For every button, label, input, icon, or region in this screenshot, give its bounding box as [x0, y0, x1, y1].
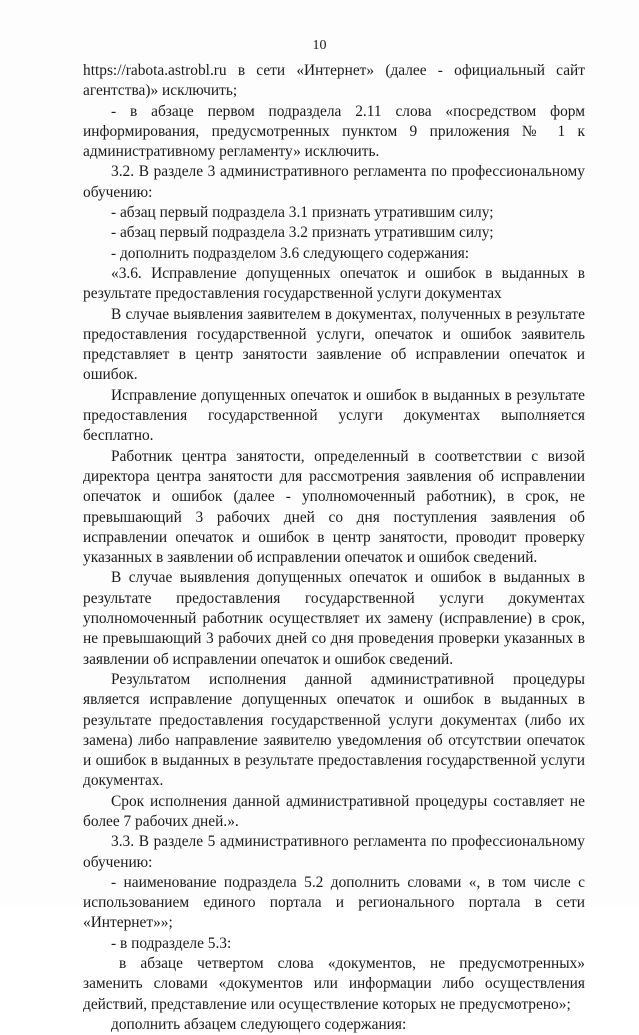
paragraph-add-subsection-3-6: - дополнить подразделом 3.6 следующего содержания: [111, 244, 470, 262]
document-body [83, 61, 585, 1035]
paragraph-subsection-3-6-title: «3.6. Исправление допущенных опечаток и ошибок в выданных в результате предоставления государственной услуги документах [83, 264, 585, 303]
paragraph-add-abzac: дополнить абзацем следующего содержания: [111, 1015, 407, 1033]
paragraph-website-exclusion: https://rabota.astrobl.ru в сети «Интернет» (далее - официальный сайт агентства)» исключить; [83, 62, 585, 100]
paragraph-subsection-3-1: - абзац первый подраздела 3.1 признать утратившим силу; [111, 204, 494, 222]
page-number: 10 [312, 38, 327, 53]
paragraph-subsection-5-2: - наименование подраздела 5.2 дополнить словами «, в том числе с использованием единого портала и регионального портала в сети «Интернет»»; [83, 873, 585, 932]
paragraph-authorized-worker: Работник центра занятости, определенный в соответствии с визой директора центра занятости для рассмотрения заявления об исправлении опечаток и ошибок (далее - уполномоченный работник), в срок, не превышающий 3 рабочих дней со дня поступления заявления об исправлении опечаток и ошибок в центр занятости, проводит проверку указанных в заявлении об исправлении опечаток и ошибок сведений. [83, 447, 585, 567]
paragraph-subsection-5-3: - в подразделе 5.3: [111, 934, 232, 952]
paragraph-procedure-result: Результатом исполнения данной административной процедуры является исправление допущенных опечаток и ошибок в выданных в результате предоставления государственной услуги документах (либо их замена) либо направление заявителю уведомления об отсутствии опечаток и ошибок в выданных в результате предоставления государственной услуги документах. [83, 670, 585, 790]
paragraph-item-3-2: 3.2. В разделе 3 административного регламента по профессиональному обучению: [83, 163, 585, 201]
paragraph-free-correction: Исправление допущенных опечаток и ошибок в выданных в результате предоставления государственной услуги документах выполняется бесплатно. [83, 386, 585, 445]
paragraph-procedure-term: Срок исполнения данной административной процедуры составляет не более 7 рабочих дней.». [83, 792, 585, 830]
paragraph-subsection-3-2: - абзац первый подраздела 3.2 признать утратившим силу; [111, 224, 494, 242]
paragraph-item-3-3: 3.3. В разделе 5 административного регламента по профессиональному обучению: [83, 833, 585, 871]
paragraph-subsection-2-11: - в абзаце первом подраздела 2.11 слова «посредством форм информирования, предусмотренных пунктом 9 приложения № 1 к административному регламенту» исключить. [83, 102, 585, 161]
paragraph-replacement: В случае выявления допущенных опечаток и ошибок в выданных в результате предоставления государственной услуги документах уполномоченный работник осуществляет их замену (исправление) в срок, не превышающий 3 рабочих дней со дня проведения проверки указанных в заявлении об исправлении опечаток и ошибок сведений. [83, 569, 585, 668]
paragraph-applicant-request: В случае выявления заявителем в документах, полученных в результате предоставления государственной услуги, опечаток и ошибок заявитель представляет в центр занятости заявление об исправлении опечаток и ошибок. [83, 305, 585, 384]
paragraph-fourth-abzac: в абзаце четвертом слова «документов, не предусмотренных» заменить словами «документов или информации либо осуществления действий, представление или осуществление которых не предусмотрено»; [83, 955, 585, 1013]
